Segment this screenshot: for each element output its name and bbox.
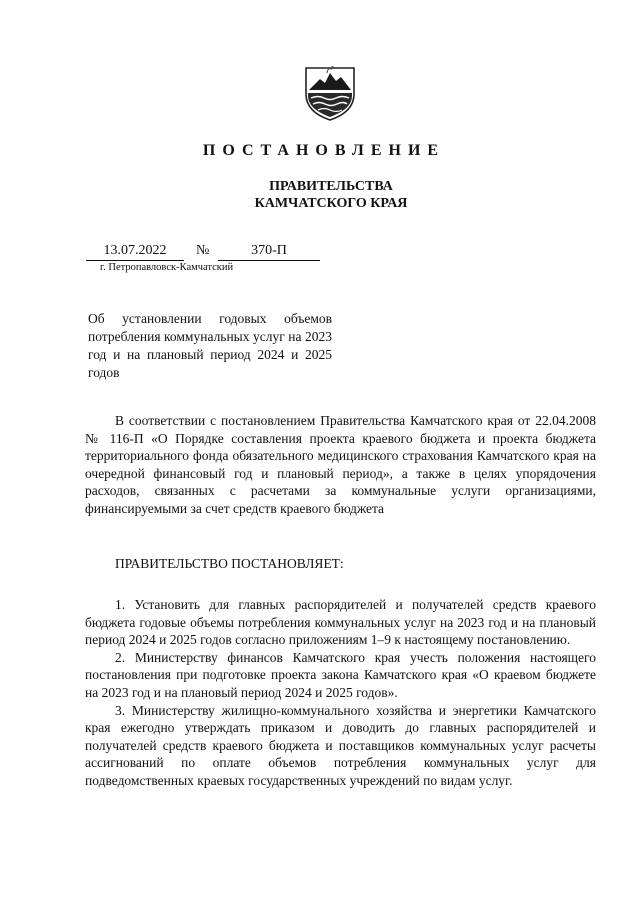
decree-item-3: 3. Министерству жилищно-коммунального хозяйства и энергетики Камчатского края ежегодно утверждать приказом и доводить до главных распорядителей и получателей средств краевого бюджета и поставщиков коммунальных услуг расчеты ассигнований по оплате объемов потребления коммунальных услуг для подведомственных краевых государственных учреждений по видам услуг. — [85, 702, 596, 788]
preamble-paragraph: В соответствии с постановлением Правительства Камчатского края от 22.04.2008 № 116-П «О Порядке составления проекта краевого бюджета и проекта бюджета территориального фонда обязательного медицинского страхования Камчатского края на очередной финансовый год и плановый период», а также в целях упорядочения расходов, связанных с расчетами за коммунальные услуги организациями, финансируемыми за счет средств краевого бюджета — [85, 413, 596, 516]
decree-item-1: 1. Установить для главных распорядителей и получателей средств краевого бюджета годовые объемы потребления коммунальных услуг на 2023 год и на плановый период 2024 и 2025 годов согласно приложениям 1–9 к настоящему постановлению. — [85, 597, 596, 648]
document-requisites — [80, 242, 325, 282]
number-sign: № — [196, 243, 210, 258]
document-type-title: ПОСТАНОВЛЕНИЕ — [202, 142, 446, 159]
document-number: 370-П — [218, 242, 320, 261]
issuer-line-1: ПРАВИТЕЛЬСТВА — [269, 179, 393, 194]
issuer-line-2: КАМЧАТСКОГО КРАЯ — [254, 196, 408, 211]
document-subject: Об установлении годовых объемов потребления коммунальных услуг на 2023 год и на плановый период 2024 и 2025 годов — [88, 311, 332, 380]
decree-items — [85, 596, 596, 790]
kamchatka-coat-of-arms-emblem — [300, 60, 360, 122]
document-date: 13.07.2022 — [86, 242, 184, 261]
decree-heading: ПРАВИТЕЛЬСТВО ПОСТАНОВЛЯЕТ: — [115, 556, 344, 571]
decree-item-2: 2. Министерству финансов Камчатского края учесть положения настоящего постановления при подготовке проекта закона Камчатского края «О краевом бюджете на 2023 год и на плановый период 2024 и 2025 годов». — [85, 649, 596, 700]
issuer-block — [0, 178, 640, 212]
issue-city: г. Петропавловск-Камчатский — [100, 262, 234, 273]
